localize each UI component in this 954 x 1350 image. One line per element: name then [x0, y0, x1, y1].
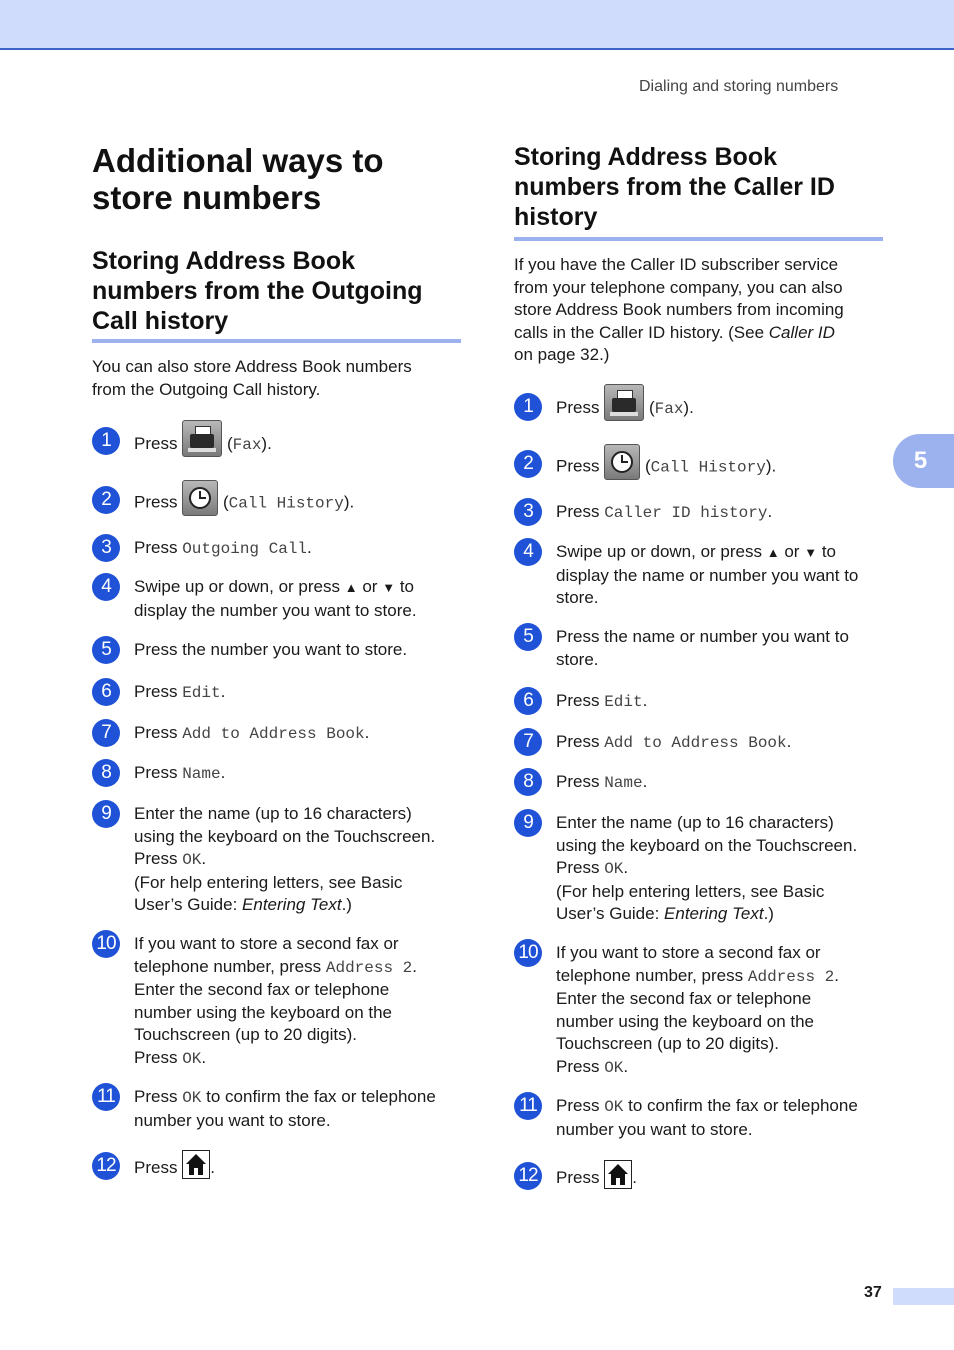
step-number: 10 — [92, 930, 120, 958]
right-section-heading: Storing Address Book numbers from the Caller ID history — [514, 143, 835, 231]
step-number: 10 — [514, 939, 542, 967]
footer-bar — [893, 1288, 954, 1305]
step-number: 6 — [92, 678, 120, 706]
home-icon[interactable] — [182, 1150, 210, 1179]
heading-rule — [92, 339, 461, 343]
heading-rule — [514, 237, 883, 241]
chapter-tab: 5 — [893, 434, 954, 488]
step-number: 1 — [514, 393, 542, 421]
down-arrow-icon: ▼ — [382, 580, 396, 595]
page-title: Additional ways to store numbers — [92, 142, 384, 216]
clock-icon[interactable] — [182, 480, 218, 516]
step-number: 11 — [92, 1083, 120, 1111]
left-intro: You can also store Address Book numbers from the Outgoing Call history. — [92, 357, 412, 399]
running-header: Dialing and storing numbers — [639, 78, 839, 95]
right-column: Storing Address Book numbers from the Caller ID history If you have the Caller ID subscriber service from your telephone company, you can also store Address Book numbers from incoming calls in the Caller ID history. (See Caller ID on page 32.) 1 Press (Fax). 2 Press (Call History). 3 Press Caller ID history. 4 Swipe up or down, or press ▲ or ▼ to display the name or number you want to store. 5 Press the name or number you want to store. 6 Press Edit. 7 Press Add to Address Book. 8 Press Name. 9 Enter the name (up to 16 characters) using the keyboard on the Touchscreen. Press OK. (For help entering letters, see Basic User’s Guide: Entering Text.) 10 If you want to store a second fax or telephone number, press Address 2. Enter the second fax or telephone number using the keyboard on the Touchscreen (up to 20 digits). Press OK. 11 Press OK to confirm the fax or telephone number you want to store. 12 Press . — [514, 142, 884, 232]
step-number: 2 — [514, 450, 542, 478]
step-number: 1 — [92, 427, 120, 455]
up-arrow-icon: ▲ — [766, 545, 780, 560]
step-number: 11 — [514, 1092, 542, 1120]
right-intro: If you have the Caller ID subscriber service from your telephone company, you can also store Address Book numbers from incoming calls in the Caller ID history. (See Caller ID on page 32.) — [514, 255, 844, 364]
header-band — [0, 0, 954, 50]
step-number: 3 — [514, 498, 542, 526]
step-number: 4 — [514, 538, 542, 566]
step-number: 8 — [514, 768, 542, 796]
step-number: 5 — [514, 623, 542, 651]
step-number: 12 — [92, 1152, 120, 1180]
fax-machine-icon[interactable] — [604, 384, 644, 421]
step-number: 8 — [92, 759, 120, 787]
step-number: 7 — [514, 728, 542, 756]
step-number: 2 — [92, 486, 120, 514]
clock-icon[interactable] — [604, 444, 640, 480]
step-number: 6 — [514, 687, 542, 715]
step-number: 7 — [92, 719, 120, 747]
step-number: 12 — [514, 1162, 542, 1190]
page-number: 37 — [864, 1284, 882, 1301]
home-icon[interactable] — [604, 1160, 632, 1189]
up-arrow-icon: ▲ — [344, 580, 358, 595]
left-section-heading: Storing Address Book numbers from the Outgoing Call history — [92, 247, 423, 335]
step-number: 3 — [92, 534, 120, 562]
down-arrow-icon: ▼ — [804, 545, 818, 560]
fax-machine-icon[interactable] — [182, 420, 222, 457]
step-number: 9 — [92, 800, 120, 828]
left-column: Additional ways to store numbers Storing Address Book numbers from the Outgoing Call history You can also store Address Book numbers from the Outgoing Call history. 1 Press (Fax). 2 Press (Call History). 3 Press Outgoing Call. 4 Swipe up or down, or press ▲ or ▼ to display the number you want to store. 5 Press the number you want to store. 6 Press Edit. 7 Press Add to Address Book. 8 Press Name. 9 Enter the name (up to 16 characters) using the keyboard on the Touchscreen. Press OK. (For help entering letters, see Basic User’s Guide: Entering Text.) 10 If you want to store a second fax or telephone number, press Address 2. Enter the second fax or telephone number using the keyboard on the Touchscreen (up to 20 digits). Press OK. 11 Press OK to confirm the fax or telephone number you want to store. 12 Press . — [92, 142, 462, 216]
step-number: 5 — [92, 636, 120, 664]
step-number: 4 — [92, 573, 120, 601]
step-number: 9 — [514, 809, 542, 837]
